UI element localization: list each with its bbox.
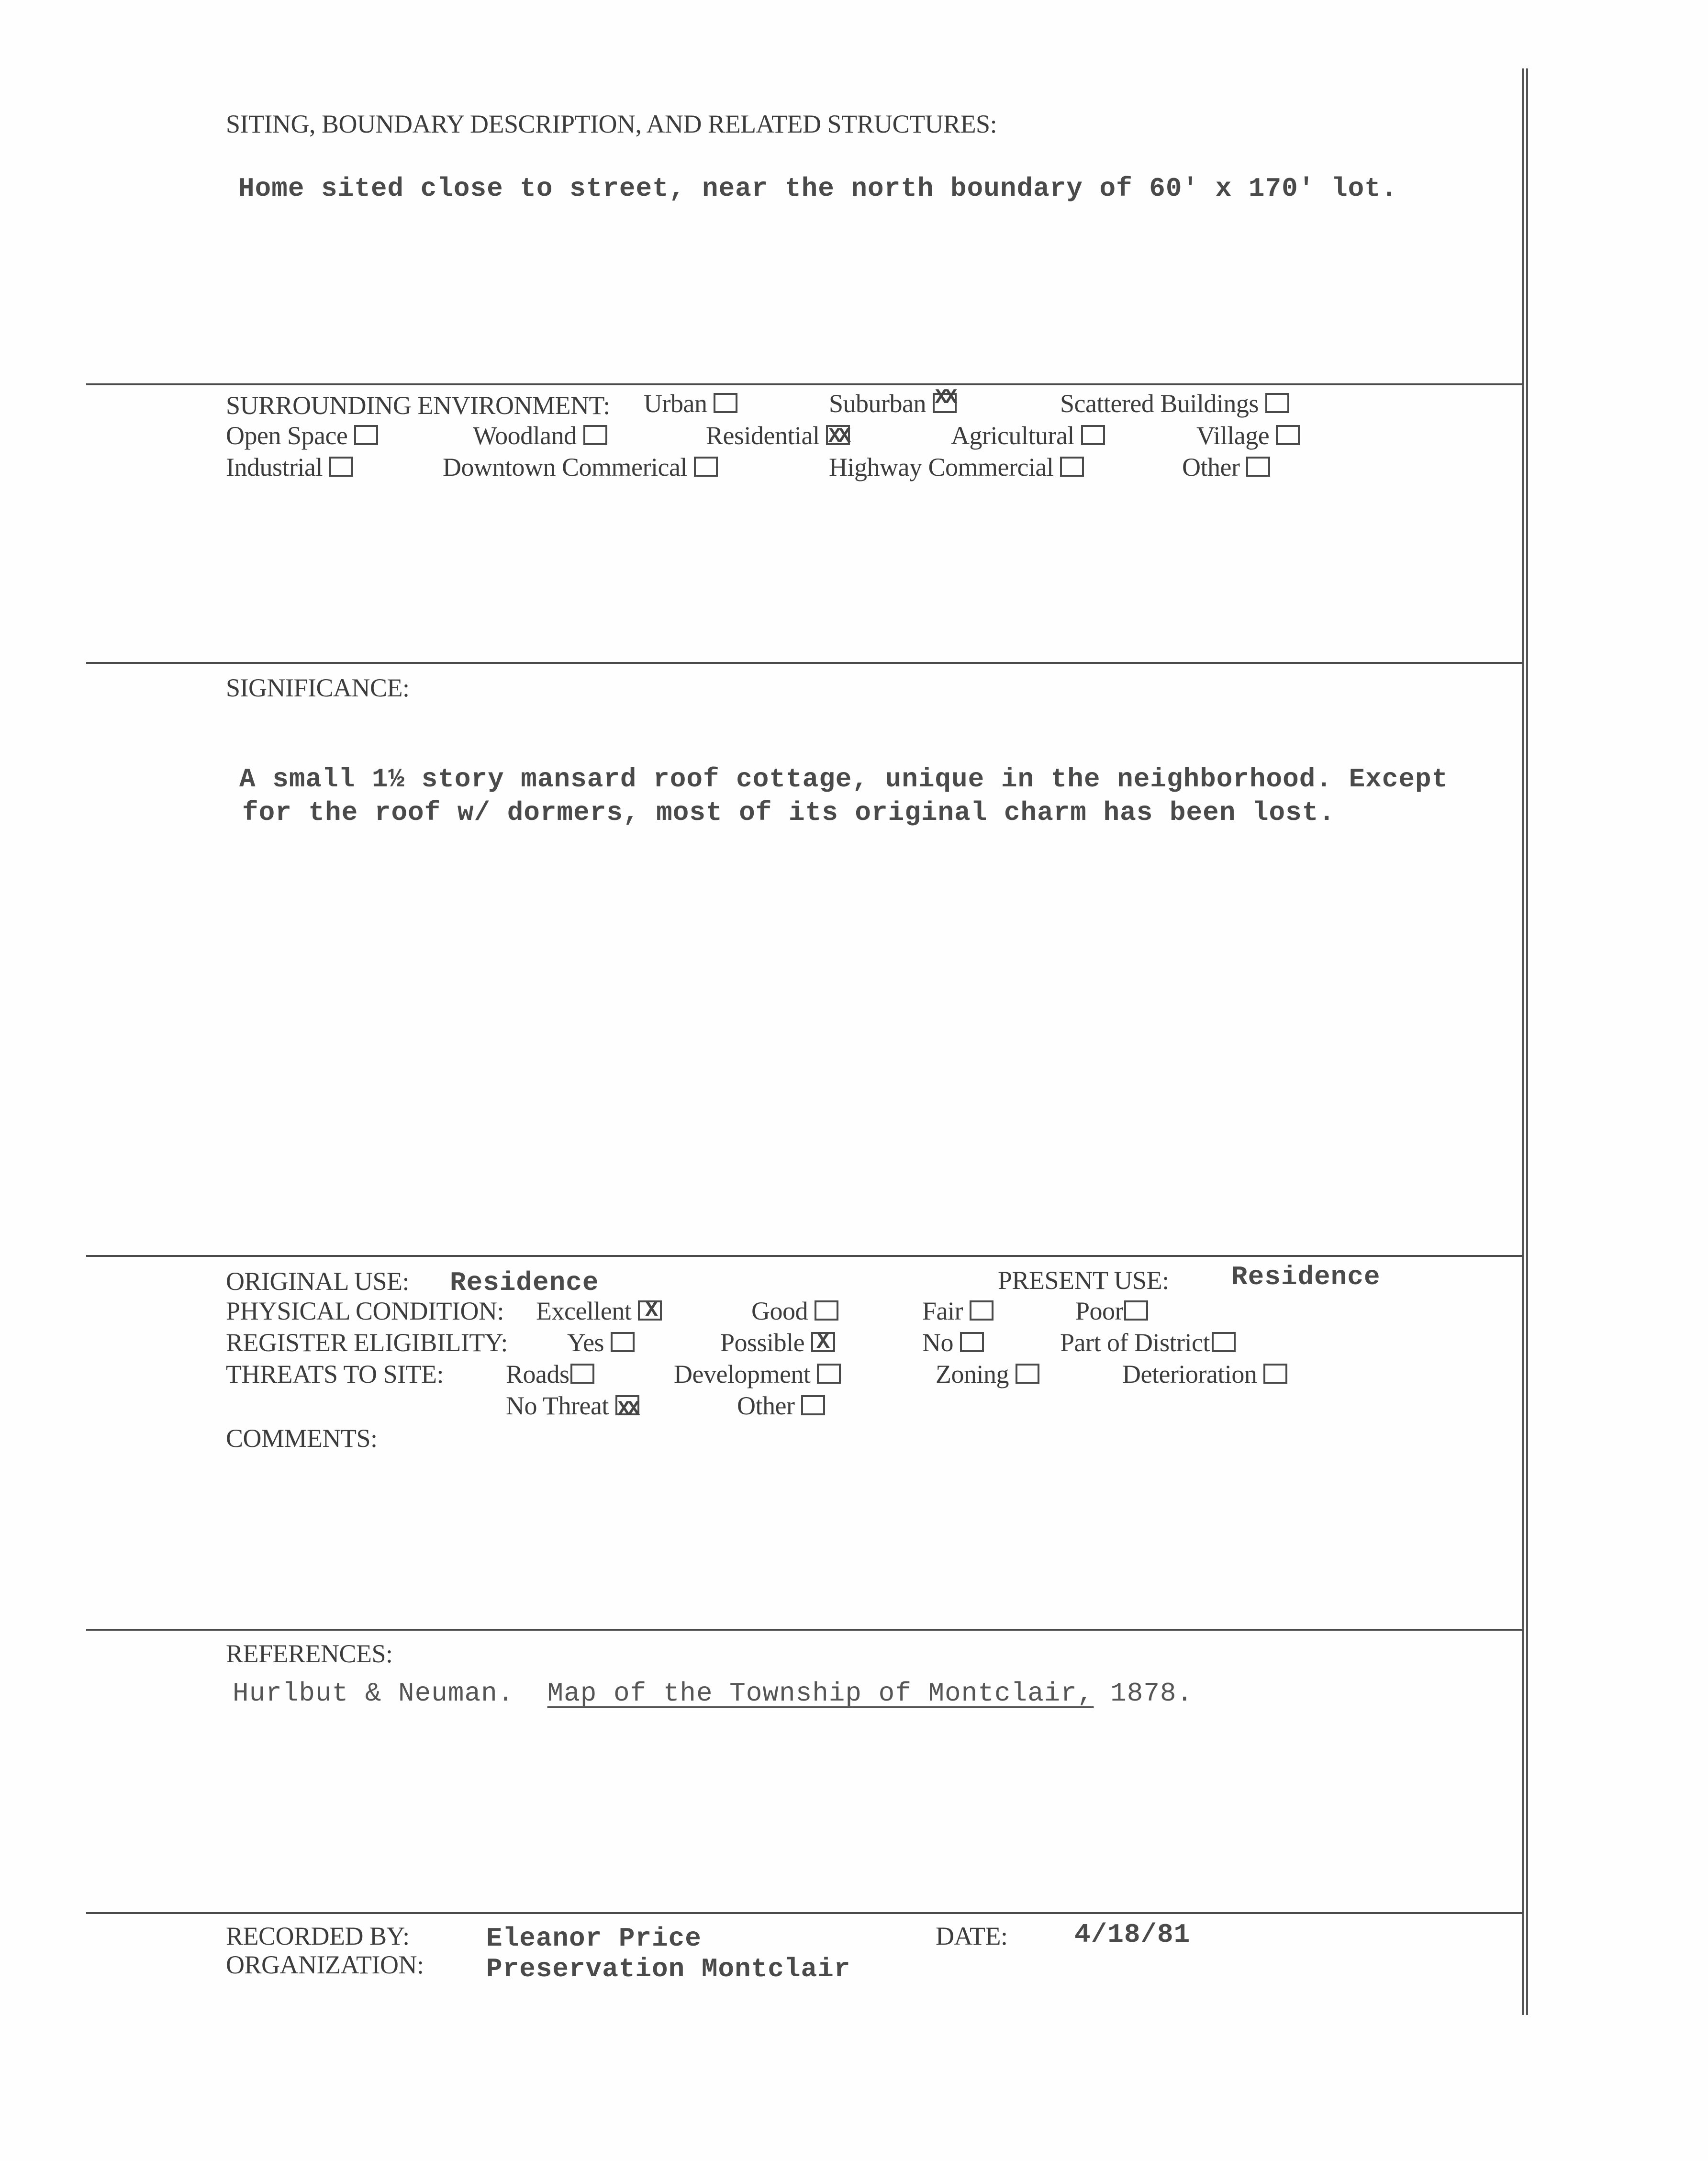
env-option-other[interactable] bbox=[1182, 454, 1270, 480]
section-divider bbox=[86, 662, 1523, 664]
option-label: Residential bbox=[706, 421, 820, 450]
env-option-urban[interactable] bbox=[644, 391, 737, 416]
env-option-village[interactable] bbox=[1196, 423, 1300, 448]
checkbox-open-space[interactable] bbox=[354, 425, 378, 445]
check-mark: XX bbox=[617, 1398, 637, 1422]
significance-label: SIGNIFICANCE: bbox=[226, 673, 410, 702]
env-option-suburban[interactable] bbox=[829, 386, 957, 418]
env-option-open-space[interactable] bbox=[226, 423, 378, 448]
option-label: Other bbox=[1182, 453, 1240, 481]
option-label: Excellent bbox=[536, 1297, 632, 1325]
condition-option-fair[interactable] bbox=[922, 1298, 994, 1324]
section-divider bbox=[86, 1255, 1523, 1257]
threat-option-no-threat[interactable] bbox=[506, 1391, 639, 1422]
checkbox-development[interactable] bbox=[817, 1364, 841, 1384]
significance-line-1[interactable]: A small 1½ story mansard roof cottage, unique in the neighborhood. Except bbox=[239, 764, 1449, 795]
right-border-line-inner bbox=[1522, 68, 1524, 2015]
checkbox-no-threat[interactable] bbox=[615, 1395, 639, 1422]
checkbox-zoning[interactable] bbox=[1016, 1364, 1039, 1384]
threats-to-site-label: THREATS TO SITE: bbox=[226, 1360, 444, 1388]
checkbox-excellent[interactable] bbox=[638, 1300, 662, 1321]
option-label: Roads bbox=[506, 1360, 569, 1388]
original-use-value[interactable]: Residence bbox=[450, 1267, 599, 1298]
section-divider bbox=[86, 1629, 1523, 1631]
checkbox-fair[interactable] bbox=[970, 1300, 994, 1321]
condition-option-poor[interactable] bbox=[1075, 1298, 1148, 1324]
right-border-line-outer bbox=[1526, 68, 1528, 2015]
option-label: Downtown Commerical bbox=[443, 453, 687, 481]
option-label: Good bbox=[751, 1297, 808, 1325]
check-mark: X bbox=[816, 1330, 830, 1355]
eligibility-option-part-of-district[interactable] bbox=[1060, 1330, 1236, 1355]
section-divider bbox=[86, 1912, 1523, 1914]
check-mark: XX bbox=[935, 386, 955, 410]
checkbox-downtown-commercial[interactable] bbox=[694, 457, 718, 477]
option-label: No bbox=[922, 1328, 953, 1357]
physical-condition-label: PHYSICAL CONDITION: bbox=[226, 1297, 504, 1325]
option-label: No Threat bbox=[506, 1391, 609, 1420]
organization-label: ORGANIZATION: bbox=[226, 1950, 424, 1979]
surrounding-environment-label: SURROUNDING ENVIRONMENT: bbox=[226, 391, 610, 420]
threat-option-roads[interactable] bbox=[506, 1361, 594, 1387]
register-eligibility-label: REGISTER ELIGIBILITY: bbox=[226, 1328, 508, 1357]
checkbox-no[interactable] bbox=[960, 1332, 984, 1352]
checkbox-threat-other[interactable] bbox=[801, 1395, 825, 1415]
option-label: Village bbox=[1196, 421, 1270, 450]
env-option-scattered-buildings[interactable] bbox=[1060, 391, 1289, 416]
checkbox-industrial[interactable] bbox=[329, 457, 353, 477]
option-label: Deterioration bbox=[1122, 1360, 1257, 1388]
comments-label: COMMENTS: bbox=[226, 1424, 378, 1453]
eligibility-option-no[interactable] bbox=[922, 1330, 984, 1355]
checkbox-scattered-buildings[interactable] bbox=[1265, 393, 1289, 413]
option-label: Urban bbox=[644, 389, 707, 418]
option-label: Scattered Buildings bbox=[1060, 389, 1259, 418]
option-label: Fair bbox=[922, 1297, 963, 1325]
option-label: Part of District bbox=[1060, 1328, 1210, 1357]
eligibility-option-yes[interactable] bbox=[567, 1330, 635, 1355]
checkbox-woodland[interactable] bbox=[583, 425, 607, 445]
siting-label: SITING, BOUNDARY DESCRIPTION, AND RELATED STRUCTURES: bbox=[226, 110, 997, 138]
recorded-by-value[interactable]: Eleanor Price bbox=[486, 1923, 702, 1954]
option-label: Zoning bbox=[936, 1360, 1009, 1388]
date-value[interactable]: 4/18/81 bbox=[1074, 1919, 1191, 1950]
option-label: Agricultural bbox=[951, 421, 1074, 450]
option-label: Yes bbox=[567, 1328, 604, 1357]
option-label: Other bbox=[737, 1391, 795, 1420]
option-label: Poor bbox=[1075, 1297, 1124, 1325]
present-use-value[interactable]: Residence bbox=[1231, 1262, 1381, 1292]
checkbox-suburban[interactable] bbox=[933, 386, 957, 413]
significance-line-2[interactable]: for the roof w/ dormers, most of its original charm has been lost. bbox=[242, 797, 1335, 828]
env-option-woodland[interactable] bbox=[473, 423, 607, 448]
option-label: Possible bbox=[720, 1328, 805, 1357]
present-use-label: PRESENT USE: bbox=[998, 1266, 1169, 1295]
checkbox-highway-commercial[interactable] bbox=[1060, 457, 1084, 477]
option-label: Development bbox=[674, 1360, 811, 1388]
threat-option-development[interactable] bbox=[674, 1361, 841, 1387]
checkbox-agricultural[interactable] bbox=[1081, 425, 1105, 445]
option-label: Industrial bbox=[226, 453, 323, 481]
condition-option-excellent[interactable] bbox=[536, 1298, 662, 1324]
option-label: Highway Commercial bbox=[829, 453, 1054, 481]
env-option-residential[interactable] bbox=[706, 423, 850, 448]
checkbox-good[interactable] bbox=[815, 1300, 838, 1321]
reference-year: 1878. bbox=[1110, 1678, 1194, 1709]
checkbox-deterioration[interactable] bbox=[1263, 1364, 1287, 1384]
organization-value[interactable]: Preservation Montclair bbox=[486, 1954, 851, 1984]
recorded-by-label: RECORDED BY: bbox=[226, 1922, 410, 1950]
option-label: Open Space bbox=[226, 421, 348, 450]
eligibility-option-possible[interactable] bbox=[720, 1330, 835, 1355]
reference-author: Hurlbut & Neuman. bbox=[233, 1678, 514, 1709]
checkbox-part-of-district[interactable] bbox=[1212, 1332, 1236, 1352]
option-label: Woodland bbox=[473, 421, 577, 450]
threat-option-zoning[interactable] bbox=[936, 1361, 1039, 1387]
checkbox-residential[interactable] bbox=[826, 425, 850, 448]
checkbox-possible[interactable] bbox=[811, 1330, 835, 1355]
condition-option-good[interactable] bbox=[751, 1298, 838, 1324]
env-option-highway-commercial[interactable] bbox=[829, 454, 1084, 480]
section-divider bbox=[86, 383, 1523, 385]
date-label: DATE: bbox=[936, 1922, 1008, 1950]
threat-option-deterioration[interactable] bbox=[1122, 1361, 1287, 1387]
references-label: REFERENCES: bbox=[226, 1639, 393, 1668]
env-option-industrial[interactable] bbox=[226, 454, 353, 480]
env-option-downtown-commercial[interactable] bbox=[443, 454, 718, 480]
option-label: Suburban bbox=[829, 389, 926, 418]
checkbox-urban[interactable] bbox=[714, 393, 737, 413]
checkbox-yes[interactable] bbox=[611, 1332, 635, 1352]
checkbox-village[interactable] bbox=[1276, 425, 1300, 445]
check-mark: XX bbox=[828, 425, 848, 448]
env-option-agricultural[interactable] bbox=[951, 423, 1105, 448]
check-mark: X bbox=[645, 1298, 659, 1323]
checkbox-other[interactable] bbox=[1246, 457, 1270, 477]
checkbox-poor[interactable] bbox=[1124, 1300, 1148, 1321]
original-use-label: ORIGINAL USE: bbox=[226, 1267, 409, 1296]
reference-entry bbox=[233, 1680, 1193, 1707]
threat-option-other[interactable] bbox=[737, 1393, 825, 1419]
siting-value[interactable]: Home sited close to street, near the north boundary of 60' x 170' lot. bbox=[238, 173, 1398, 204]
checkbox-roads[interactable] bbox=[570, 1364, 594, 1384]
reference-title: Map of the Township of Montclair, bbox=[547, 1678, 1094, 1709]
